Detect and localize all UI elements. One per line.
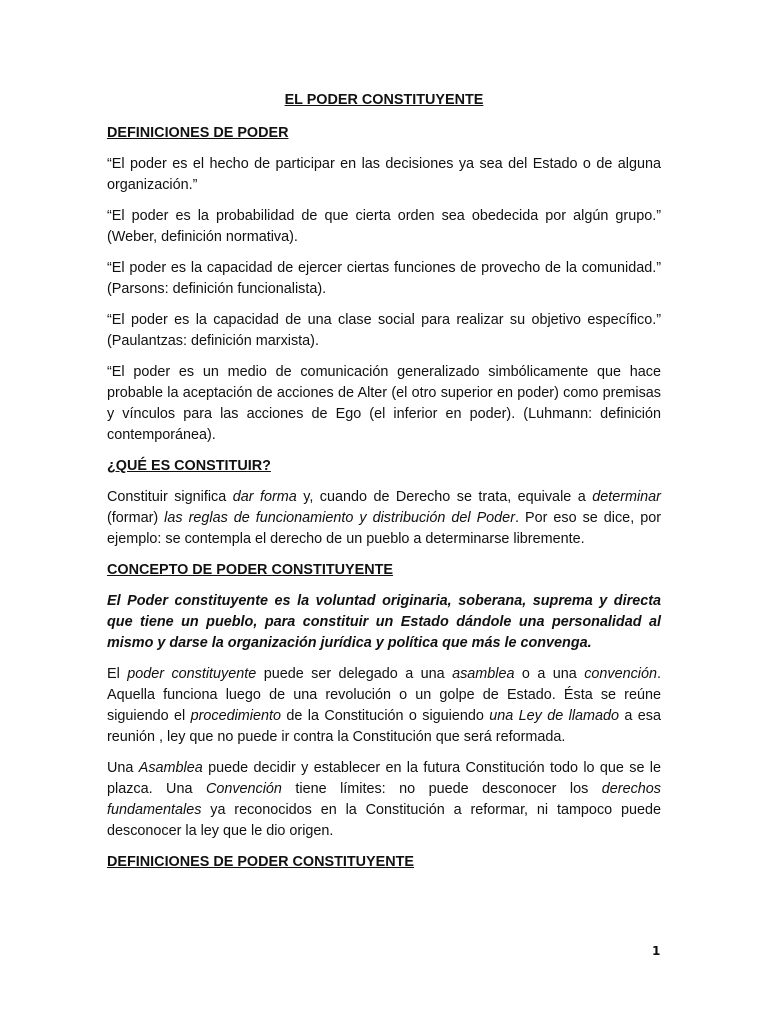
text-run: . Aquella funciona luego de una revolución o un golpe de Estado. Ésta se reúne siguiendo el bbox=[107, 666, 661, 724]
paragraph-definition-weber: “El poder es la probabilidad de que cierta orden sea obedecida por algún grupo.” (Weber, definición normativa). bbox=[107, 208, 661, 245]
italic-run: convención bbox=[584, 666, 657, 682]
text-run: Constituir significa bbox=[107, 489, 233, 505]
italic-run: dar forma bbox=[232, 489, 297, 505]
paragraph-definition-luhmann: “El poder es un medio de comunicación generalizado simbólicamente que hace probable la aceptación de acciones de Alter (el otro superior en poder) como premisas y vínculos para las acciones de Ego (el inferior en poder). (Luhmann: definición contemporánea). bbox=[107, 364, 661, 443]
text-run: . Por eso se dice, por ejemplo: se contempla el derecho de un pueblo a determinarse libremente. bbox=[107, 510, 661, 547]
text-run: de la Constitución o siguiendo bbox=[280, 708, 490, 724]
italic-run: procedimiento bbox=[190, 708, 281, 724]
page-number: 1 bbox=[652, 944, 661, 958]
section-heading-concepto: CONCEPTO DE PODER CONSTITUYENTE bbox=[107, 562, 393, 578]
paragraph-constituir bbox=[107, 487, 661, 550]
text-run: ya reconocidos en la Constitución a reformar, ni tampoco puede desconocer la ley que le dio origen. bbox=[107, 802, 661, 839]
document-body bbox=[107, 90, 661, 883]
text-run: puede decidir y establecer en la futura Constitución todo lo que se le plazca. Una bbox=[107, 760, 661, 797]
text-run: Una bbox=[107, 760, 139, 776]
section-heading-constituir: ¿QUÉ ES CONSTITUIR? bbox=[107, 458, 271, 474]
italic-run: poder constituyente bbox=[127, 666, 257, 682]
section-heading-definiciones: DEFINICIONES DE PODER bbox=[107, 125, 289, 141]
section-heading-definiciones-constituyente: DEFINICIONES DE PODER CONSTITUYENTE bbox=[107, 854, 415, 870]
text-run: (formar) bbox=[107, 510, 165, 526]
italic-run: determinar bbox=[592, 489, 661, 505]
paragraph-definition-paulantzas: “El poder es la capacidad de una clase social para realizar su objetivo específico.” (Paulantzas: definición marxista). bbox=[107, 312, 661, 349]
paragraph-concepto-emphasis: El Poder constituyente es la voluntad originaria, soberana, suprema y directa que tiene un pueblo, para constituir un Estado dándole una personalidad al mismo y darse la organización jurídica y política que más le convenga. bbox=[107, 593, 661, 651]
italic-run: Convención bbox=[205, 781, 282, 797]
text-run: tiene límites: no puede desconocer los bbox=[281, 781, 602, 797]
paragraph-definition-1: “El poder es el hecho de participar en las decisiones ya sea del Estado o de alguna organización.” bbox=[107, 156, 661, 193]
italic-run: asamblea bbox=[452, 666, 515, 682]
text-run: y, cuando de Derecho se trata, equivale a bbox=[296, 489, 593, 505]
italic-run: las reglas de funcionamiento y distribución del Poder bbox=[164, 510, 515, 526]
paragraph-asamblea bbox=[107, 758, 661, 842]
italic-run: una Ley de llamado bbox=[489, 708, 620, 724]
paragraph-delegado bbox=[107, 664, 661, 748]
italic-run: derechos fundamentales bbox=[107, 781, 661, 818]
text-run: o a una bbox=[514, 666, 585, 682]
text-run: puede ser delegado a una bbox=[256, 666, 453, 682]
italic-run: Asamblea bbox=[138, 760, 203, 776]
document-title: EL PODER CONSTITUYENTE bbox=[284, 92, 484, 108]
text-run: a esa reunión , ley que no puede ir contra la Constitución que será reformada. bbox=[107, 708, 662, 745]
paragraph-definition-parsons: “El poder es la capacidad de ejercer ciertas funciones de provecho de la comunidad.” (Parsons: definición funcionalista). bbox=[107, 260, 661, 297]
text-run: El bbox=[107, 666, 128, 682]
